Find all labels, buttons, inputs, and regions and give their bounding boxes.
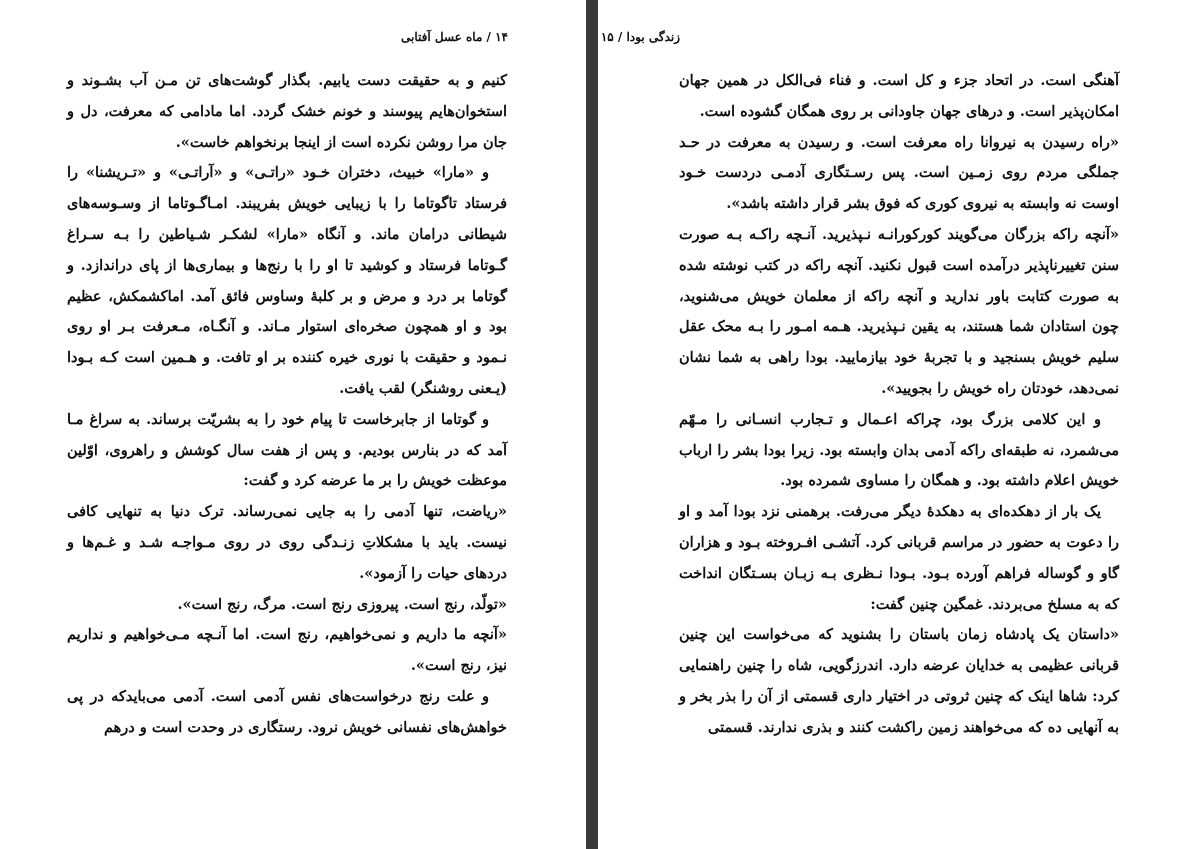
- left-page-header: ۱۴ / ماه عسل آفتابی: [401, 30, 508, 44]
- left-paragraph-1: کنیم و به حقیقت دست یابیم. بگذار گوشت‌های تن مـن آب بشـوند و استخوان‌هایم پیوسند و خونم خشک گردد. اما مادامی که معرفت، دل و جان مرا روشن نکرده است از اینجا برنخواهم خاست».: [67, 72, 507, 151]
- right-page-header: زندگی بودا / ۱۵: [600, 30, 680, 44]
- right-paragraph-4: و این کلامی بزرگ بود، چراکه اعـمال و تـجارب انسـانی را مـهّم می‌شمرد، نه طبقه‌ای راکه آدمی بدان وابسته بود. زیرا بودا بشر را ارباب خویش اعلام داشته بود. و همگان را مساوی شمرده بود.: [679, 410, 1119, 490]
- right-page-body: [679, 66, 1119, 744]
- left-paragraph-2: و «مارا» خبیث، دختران خـود «راتـی» و «آراتـی» و «تـریشنا» را فرستاد تاگوتاما را با زیبایی خویش بفریبند. امـاگـوتاما از وسـوسه‌های شیطانی درامان ماند. و آنگاه «مارا» لشکـر شـیاطین را بـه سـراغ گـوتاما فرستاد و کوشید تا او را با رنج‌ها و بیماری‌ها از پای دراندازد. و گوتاما بر درد و مرض و بر کلبهٔ وساوس فائق آمد. اماکشمکش، عظیم بود و او همچون صخره‌ای استوار مـاند. و آنگـاه، مـعرفت بـر او روی نـمود و حقیقت با نوری خیره کننده بر او تافت. و هـمین است کـه بـودا (یـعنی روشنگر) لقب یافت.: [67, 164, 507, 397]
- left-paragraph-7: و علت رنج درخواست‌های نفس آدمی است. آدمی می‌بایدکه در پی خواهش‌های نفسانی خویش نرود. رستگاری در وحدت است و درهم: [67, 687, 507, 736]
- right-paragraph-5: یک بار از دهکده‌ای به دهکدهٔ دیگر می‌رفت. برهمنی نزد بودا آمد و او را دعوت به حضور در مراسم قربانی کرد. آتشـی افـروخته بـود و هزاران گاو و گوساله فراهم آورده بـود. بـودا نـظری بـه زبـان بسـتگان انداخت که به مسلخ می‌بردند. غمگین چنین گفت:: [679, 503, 1119, 613]
- left-paragraph-4: «ریاضت، تنها آدمی را به جایی نمی‌رساند. ترک دنیا به تنهایی کافی نیست. باید با مشکلاتِ زنـدگی روی در روی مـواجـه شـد و غـم‌ها و دردهای حیات را آزمود».: [67, 503, 507, 582]
- left-paragraph-3: و گوتاما از جابرخاست تا پیام خود را به بشریّت برساند. به سراغ مـا آمد که در بنارس بودیم. و پس از هفت سال کوشش و راهروی، اوّلین موعظت خویش را بر ما عرضه کرد و گفت:: [67, 410, 507, 490]
- right-paragraph-1: آهنگی است. در اتحاد جزء و کل است. و فناء فی‌الکل در همین جهان امکان‌پذیر است. و درهای جهان جاودانی بر روی همگان گشوده است.: [679, 72, 1119, 120]
- left-paragraph-5: «تولّد، رنج است. پیروزی رنج است. مرگ، رنج است».: [177, 595, 507, 613]
- left-page-body: [67, 66, 507, 744]
- left-paragraph-6: «آنچه ما داریم و نمی‌خواهیم، رنج است. اما آنـچه مـی‌خواهیم و نداریم نیز، رنج است».: [67, 626, 507, 675]
- book-spine-divider: [586, 0, 598, 849]
- right-paragraph-6: «داستان یک پادشاه زمان باستان را بشنوید که می‌خواست این چنین قربانی عظیمی به خدایان عرضه دارد. اندرزگویی، شاه را چنین راهنمایی کرد: شاها اینک که چنین ثروتی در اختیار داری قسمتی از آن را بذر بخر و به آنهایی ده که می‌خواهند زمین راکشت کنند و بذری ندارند. قسمتی: [679, 626, 1119, 736]
- right-page: [598, 0, 1188, 849]
- right-paragraph-3: «آنچه راکه بزرگان می‌گویند کورکورانـه نـپذیرید. آنـچه راکـه بـه صورت سنن تغییرناپذیر درآمده است قبول نکنید. آنچه راکه در کتب نوشته شده به صورت کتابت باور ندارید و آنچه راکه از معلمان خویش می‌شنوید، چون استادان شما هستند، به یقین نـپذیرید. هـمه امـور را بـه محک عقل سلیم خویش بسنجید و با تجربهٔ خود بیازمایید. بودا راهی به شما نشان نمی‌دهد، خودتان راه خویش را بجویید».: [679, 225, 1119, 397]
- right-paragraph-2: «راه رسیدن به نیروانا راه معرفت است. و رسیدن به معرفت در حـد جملگی مردم روی زمـین است. پس رسـتگاری آدمـی دردست خـود اوست نه وابسته به نیروی کوری که فوق بشر قرار داشته باشد».: [679, 133, 1119, 213]
- left-page: [0, 0, 586, 849]
